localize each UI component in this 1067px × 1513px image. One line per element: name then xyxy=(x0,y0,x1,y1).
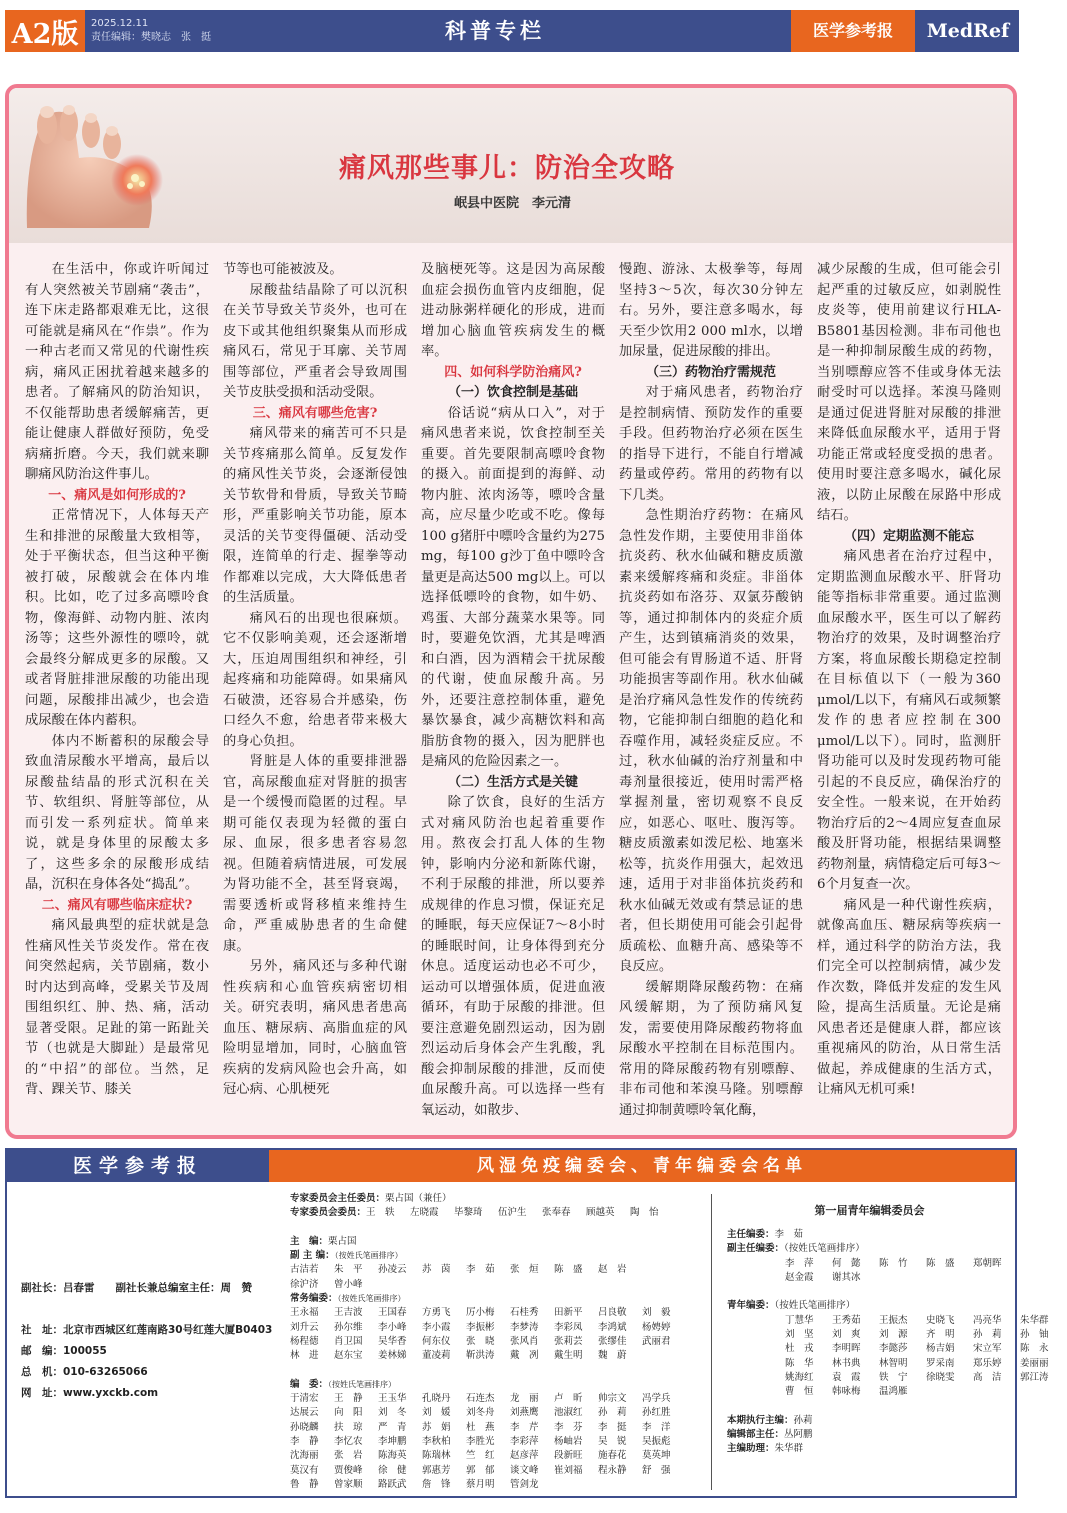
member-name: 戴生明 xyxy=(554,1350,583,1362)
committee-row xyxy=(727,1328,1049,1342)
member-name: 李秋柏 xyxy=(422,1436,451,1448)
member-name: 张缪佳 xyxy=(598,1335,627,1347)
member-name: 曹 恒 xyxy=(785,1386,814,1398)
committee-row xyxy=(290,1464,705,1478)
member-name: 杜 戎 xyxy=(785,1343,814,1355)
member-name: 张奉春 xyxy=(542,1207,571,1219)
committee-role-label: 专家委员会委员： xyxy=(290,1207,367,1219)
member-name: 向 阳 xyxy=(334,1407,363,1419)
paragraph: 减少尿酸的生成，但可能会引起严重的过敏反应，如剥脱性皮炎等，使用前建议行HLA-B5801基因检测。非布司他也是一种抑制尿酸生成的药物，当别嘌醇应答不佳或身体无法耐受时可以选择。苯溴马隆则是通过促进肾脏对尿酸的排泄来降低血尿酸水平，适用于肾功能正常或轻度受损的患者。使用时要注意多喝水，碱化尿液，以防止尿酸在尿路中形成结石。 xyxy=(817,262,1001,523)
member-name: 吴振彪 xyxy=(642,1436,671,1448)
member-name: 赵东宝 xyxy=(334,1350,363,1362)
committee-row xyxy=(727,1414,1012,1428)
member-name: 罗采南 xyxy=(926,1357,955,1369)
committee-row xyxy=(290,1206,705,1220)
publisher-info-line: 社 址：北京市西城区红莲南路30号红莲大厦B0403 xyxy=(21,1324,273,1336)
member-name: 林智明 xyxy=(879,1357,908,1369)
section-heading: 三、痛风有哪些危害? xyxy=(252,405,378,421)
subsection-heading: （三）药物治疗需规范 xyxy=(645,364,776,380)
page-header xyxy=(5,10,1019,52)
article-column-3 xyxy=(421,260,605,1125)
member-name: 郭惠芳 xyxy=(422,1464,451,1476)
member-name: 扶 琼 xyxy=(334,1421,363,1433)
member-name: 池淑红 xyxy=(554,1407,583,1419)
committee-row xyxy=(290,1235,705,1249)
section-heading: 二、痛风有哪些临床症状? xyxy=(41,897,193,913)
member-name: 何 懿 xyxy=(832,1257,861,1269)
member-name: 刘 毅 xyxy=(642,1307,671,1319)
member-name: 齐 明 xyxy=(926,1329,955,1341)
committee-row xyxy=(290,1406,705,1420)
member-name: 丛阿鹏 xyxy=(784,1429,813,1441)
member-name: 莫汉有 xyxy=(290,1464,319,1476)
sort-note: （按姓氏笔画排序） xyxy=(774,1300,856,1312)
member-name: 顾越英 xyxy=(586,1207,615,1219)
member-name: 朱 平 xyxy=(334,1264,363,1276)
publisher-info xyxy=(21,1278,272,1404)
paragraph: 在生活中，你或许听闻过有人突然被关节剧痛“袭击”，连下床走路都艰难无比，这很可能就是痛风在“作祟”。作为一种古老而又常见的代谢性疾病，痛风正困扰着越来越多的患者。了解痛风的防治知识，不仅能帮助患者缓解痛苦，更能让健康人群做好预防，免受病痛折磨。今天，我们就来聊聊痛风防治这件事儿。 xyxy=(25,262,209,482)
paper-name-en: MedRef xyxy=(926,20,1010,42)
member-name: 李梦涛 xyxy=(510,1321,539,1333)
member-name: 李小霞 xyxy=(422,1321,451,1333)
masthead xyxy=(5,1148,1049,1498)
member-name: 冯学兵 xyxy=(642,1393,671,1405)
member-name: 铁 宁 xyxy=(879,1371,908,1383)
foot-illustration xyxy=(17,98,167,238)
member-name: 崔刘福 xyxy=(554,1464,583,1476)
member-name: 莫英坤 xyxy=(642,1450,671,1462)
member-name: 王永福 xyxy=(290,1307,319,1319)
member-name: 姚海红 xyxy=(785,1371,814,1383)
member-name: 谢其冰 xyxy=(832,1271,861,1283)
member-name: 高 洁 xyxy=(973,1371,1002,1383)
member-name: 孙晓麟 xyxy=(290,1421,319,1433)
member-name: 李 芬 xyxy=(554,1421,583,1433)
member-name: 吴 锐 xyxy=(598,1436,627,1448)
member-name: 朱华群 xyxy=(1020,1314,1049,1326)
member-name: 蔡月明 xyxy=(466,1478,495,1490)
member-name: 卢 昕 xyxy=(554,1393,583,1405)
committee-row xyxy=(290,1449,705,1463)
member-name: 刘 媛 xyxy=(422,1407,451,1419)
committee-row xyxy=(727,1271,1012,1285)
member-name: 谈文峰 xyxy=(510,1464,539,1476)
committee-row xyxy=(727,1314,1049,1328)
member-name: 李小峰 xyxy=(378,1321,407,1333)
masthead-divider xyxy=(711,1194,712,1490)
committee-role-label: 青年编委： xyxy=(727,1300,775,1312)
member-name: 杨岫岩 xyxy=(554,1436,583,1448)
paragraph: 痛风石的出现也很麻烦。它不仅影响美观，还会逐渐增大，压迫周围组织和神经，引起疼痛和功能障碍。如果痛风石破溃，还容易合并感染，伤口经久不愈，给患者带来极大的身心负担。 xyxy=(223,610,407,749)
member-name: 苏 娟 xyxy=(422,1421,451,1433)
member-name: 李胜光 xyxy=(466,1436,495,1448)
committee-row xyxy=(727,1371,1049,1385)
member-name: 栗占国 xyxy=(328,1235,357,1247)
member-name: 沈海丽 xyxy=(290,1450,319,1462)
member-name: 李彩萍 xyxy=(510,1436,539,1448)
member-name: 陈海英 xyxy=(378,1450,407,1462)
member-name: 李 茹 xyxy=(774,1229,804,1240)
member-name: 林书典 xyxy=(832,1357,861,1369)
member-name: 赵 岩 xyxy=(598,1264,627,1276)
member-name: 张 烜 xyxy=(510,1264,539,1276)
article-column-2 xyxy=(223,260,407,1125)
member-name: 魏 蔚 xyxy=(598,1350,627,1362)
publisher-info-line: 总 机：010-63265066 xyxy=(21,1366,148,1378)
committee-row xyxy=(727,1285,1012,1299)
article-column-1 xyxy=(25,260,209,1125)
member-name: 陶 怡 xyxy=(630,1207,659,1219)
paragraph: 俗话说“病从口入”，对于痛风患者来说，饮食控制至关重要。首先要限制高嘌呤食物的摄入。前面提到的海鲜、动物内脏、浓肉汤等，嘌呤含量高，应尽量少吃或不吃。像每100 g猪肝中嘌呤含量约为275 mg，每100 g沙丁鱼中嘌呤含量更是高达500 mg以上。可以选择低嘌呤的食物，如牛奶、鸡蛋、大部分蔬菜水果等。同时，要避免饮酒，尤其是啤酒和白酒，因为酒精会干扰尿酸的代谢，使血尿酸升高。另外，还要注意控制体重，避免暴饮暴食，减少高糖饮料和高脂肪食物的摄入，因为肥胖也是痛风的危险因素之一。 xyxy=(421,405,605,769)
member-name: 贾俊峰 xyxy=(334,1464,363,1476)
member-name: 王 轶 xyxy=(366,1207,395,1219)
member-name: 靳洪涛 xyxy=(466,1350,495,1362)
committee-row xyxy=(290,1335,705,1349)
member-name: 张 岩 xyxy=(334,1450,363,1462)
member-name: 李 茹 xyxy=(466,1264,495,1276)
committee-row xyxy=(290,1478,705,1492)
section-heading: 一、痛风是如何形成的? xyxy=(48,487,186,503)
committee-row xyxy=(727,1357,1049,1371)
article-panel xyxy=(5,84,1017,1139)
committee-row xyxy=(290,1421,705,1435)
member-name: 曾家顺 xyxy=(334,1478,363,1490)
article-column-4 xyxy=(619,260,803,1125)
committee-row xyxy=(727,1442,1012,1456)
member-name: 李忆农 xyxy=(334,1436,363,1448)
member-name: 厉小梅 xyxy=(466,1307,495,1319)
committee-row xyxy=(727,1299,1012,1313)
member-name: 郭江涛 xyxy=(1020,1371,1049,1383)
member-name: 竺 红 xyxy=(466,1450,495,1462)
committee-row xyxy=(290,1349,705,1363)
article-author: 岷县中医院 李元清 xyxy=(454,196,572,211)
member-name: 张 晓 xyxy=(466,1335,495,1347)
committee-row xyxy=(290,1378,705,1392)
member-name: 石连杰 xyxy=(466,1393,495,1405)
member-name: 孙 莉 xyxy=(973,1329,1002,1341)
committee-row xyxy=(727,1342,1049,1356)
publisher-info-line: 副社长：吕春雷 副社长兼总编室主任：周 赞 xyxy=(21,1282,252,1294)
member-name: 温鸿雁 xyxy=(879,1386,908,1398)
paper-name: 医学参考报 xyxy=(791,10,915,52)
section-heading: 四、如何科学防治痛风? xyxy=(444,364,582,380)
member-name: 陈 盛 xyxy=(554,1264,583,1276)
issue-date: 2025.12.11 xyxy=(91,18,149,29)
paragraph: 痛风最典型的症状就是急性痛风性关节炎发作。常在夜间突然起病，关节剧痛，数小时内达到高峰，受累关节及周围组织红、肿、热、痛，活动显著受限。足趾的第一跖趾关节（也就是大脚趾）是最常见的“中招”的部位。当然，足背、踝关节、膝关 xyxy=(25,918,209,1097)
committee-role-label: 编 委： xyxy=(290,1378,329,1390)
member-name: 丁慧华 xyxy=(785,1314,814,1326)
committee-row xyxy=(727,1385,1012,1399)
member-name: 李 芹 xyxy=(510,1421,539,1433)
member-name: 袁 霞 xyxy=(832,1371,861,1383)
member-name: 方勇飞 xyxy=(422,1307,451,1319)
committee-list xyxy=(290,1192,705,1492)
committee-row xyxy=(290,1221,705,1235)
sort-note: （按姓氏笔画排序） xyxy=(334,1251,403,1261)
publisher-info-line xyxy=(21,1299,272,1320)
member-name: 林 进 xyxy=(290,1350,319,1362)
committee-row xyxy=(290,1278,705,1292)
member-name: 帅宗文 xyxy=(598,1393,627,1405)
member-name: 姜丽丽 xyxy=(1020,1357,1049,1369)
member-name: 田新平 xyxy=(554,1307,583,1319)
member-name: 孙 铀 xyxy=(1020,1329,1049,1341)
member-name: 刘燕鹰 xyxy=(510,1407,539,1419)
member-name: 郭 郁 xyxy=(466,1464,495,1476)
paragraph: 痛风带来的痛苦可不只是关节疼痛那么简单。反复发作的痛风性关节炎，会逐渐侵蚀关节软骨和骨质，导致关节畸形，严重影响关节功能，原本灵活的关节变得僵硬、活动受限，连简单的行走、握拳等动作都难以完成，大大降低患者的生活质量。 xyxy=(223,426,407,605)
member-name: 韩咏梅 xyxy=(832,1386,861,1398)
committee-role-label: 常务编委： xyxy=(290,1293,338,1305)
member-name: 孙莉 xyxy=(793,1414,813,1426)
member-name: 严 青 xyxy=(378,1421,407,1433)
member-name: 段新旺 xyxy=(554,1450,583,1462)
member-name: 徐晓雯 xyxy=(926,1371,955,1383)
committee-row xyxy=(290,1364,705,1378)
member-name: 冯亮华 xyxy=(973,1314,1002,1326)
member-name: 左晓霞 xyxy=(410,1207,439,1219)
paragraph: 正常情况下，人体每天产生和排泄的尿酸量大致相等，处于平衡状态，但当这种平衡被打破，尿酸就会在体内堆积。比如，吃了过多高嘌呤食物，像海鲜、动物内脏、浓肉汤等；这些外源性的嘌呤，就会最终分解成更多的尿酸。又或者肾脏排泄尿酸的功能出现问题，尿酸排出减少，也会造成尿酸在体内蓄积。 xyxy=(25,508,209,728)
member-name: 路跃武 xyxy=(378,1478,407,1490)
member-name: 毕黎琦 xyxy=(454,1207,483,1219)
member-name: 刘冬舟 xyxy=(466,1407,495,1419)
committee-row xyxy=(290,1435,705,1449)
member-name: 孔晓丹 xyxy=(422,1393,451,1405)
member-name: 孙红胜 xyxy=(642,1407,671,1419)
member-name: 张风肖 xyxy=(510,1335,539,1347)
publisher-info-line: 邮 编：100055 xyxy=(21,1345,107,1357)
member-name: 陈 竹 xyxy=(879,1257,908,1269)
member-name: 刘升云 xyxy=(290,1321,319,1333)
member-name: 石桂秀 xyxy=(510,1307,539,1319)
member-name: 李 洋 xyxy=(642,1421,671,1433)
paragraph: 尿酸盐结晶除了可以沉积在关节导致关节炎外，也可在皮下或其他组织聚集从而形成痛风石，常见于耳廓、关节周围等部位，严重者会导致周围关节皮肤受损和活动受限。 xyxy=(223,282,407,400)
committee-role-label: 编辑部主任： xyxy=(727,1429,785,1441)
member-name: 管剑龙 xyxy=(510,1478,539,1490)
member-name: 王秀茹 xyxy=(832,1314,861,1326)
committee-role-label: 副主任编委： xyxy=(727,1243,785,1255)
member-name: 孙凌云 xyxy=(378,1264,407,1276)
member-name: 古洁若 xyxy=(290,1264,319,1276)
member-name: 李 静 xyxy=(290,1436,319,1448)
subsection-heading: （四）定期监测不能忘 xyxy=(843,528,974,544)
member-name: 曾小峰 xyxy=(334,1278,363,1290)
member-name: 鲁 静 xyxy=(290,1478,319,1490)
member-name: 李鸿斌 xyxy=(598,1321,627,1333)
member-name: 陈 盛 xyxy=(926,1257,955,1269)
committee-row xyxy=(290,1392,705,1406)
member-name: 张莉芸 xyxy=(554,1335,583,1347)
member-name: 何东仪 xyxy=(422,1335,451,1347)
committee-role-label: 主任编委： xyxy=(727,1229,775,1240)
member-name: 戴 冽 xyxy=(510,1350,539,1362)
paragraph: 及脑梗死等。这是因为高尿酸血症会损伤血管内皮细胞，促进动脉粥样硬化的形成，进而增加心脑血管疾病发生的概率。 xyxy=(421,262,605,359)
committee-role-label: 主 编： xyxy=(290,1235,329,1247)
subsection-heading: （二）生活方式是关键 xyxy=(447,774,578,790)
member-name: 陈 华 xyxy=(785,1357,814,1369)
paragraph: 除了饮食，良好的生活方式对痛风防治也起着重要作用。熬夜会打乱人体的生物钟，影响内分泌和新陈代谢，不利于尿酸的排泄，所以要养成规律的作息习惯，保证充足的睡眠，每天应保证7～8小时的睡眠时间，让身体得到充分休息。适度运动也必不可少，运动可以增强体质，促进血液循环，有助于尿酸的排泄。但要注意避免剧烈运动，因为剧烈运动后身体会产生乳酸，乳酸会抑制尿酸的排泄，反而使血尿酸升高。可以选择一些有氧运动，如散步、 xyxy=(421,795,605,1118)
member-name: 孙尔维 xyxy=(334,1321,363,1333)
member-name: 王 静 xyxy=(334,1393,363,1405)
member-name: 王吉波 xyxy=(334,1307,363,1319)
member-name: 李 萍 xyxy=(785,1257,814,1269)
sort-note: （按姓氏笔画排序） xyxy=(337,1294,406,1304)
member-name: 郑乐婷 xyxy=(973,1357,1002,1369)
committee-row xyxy=(727,1428,1012,1442)
subsection-heading: （一）饮食控制是基础 xyxy=(447,385,578,400)
committee-row xyxy=(290,1249,705,1263)
member-name: 李明晖 xyxy=(832,1343,861,1355)
paragraph: 另外，痛风还与多种代谢性疾病和心血管疾病密切相关。研究表明，痛风患者患高血压、糖尿病、高脂血症的风险明显增加，同时，心脑血管疾病的发病风险也会升高，如冠心病、心肌梗死 xyxy=(223,959,407,1097)
youth-committee-list xyxy=(727,1228,1049,1457)
section-title: 科普专栏 xyxy=(445,18,545,43)
member-name: 李振彬 xyxy=(466,1321,495,1333)
member-name: 徐 健 xyxy=(378,1464,407,1476)
article-body xyxy=(25,260,1005,1130)
member-name: 姜林娣 xyxy=(378,1350,407,1362)
member-name: 刘 坚 xyxy=(785,1329,814,1341)
member-name: 刘 冬 xyxy=(378,1407,407,1419)
member-name: 肖卫国 xyxy=(334,1335,363,1347)
member-name: 伍沪生 xyxy=(498,1207,527,1219)
sort-note: （按姓氏笔画排序） xyxy=(784,1243,865,1255)
paragraph: 肾脏是人体的重要排泄器官，高尿酸血症对肾脏的损害是一个缓慢而隐匿的过程。早期可能仅表现为轻微的蛋白尿、血尿，很多患者容易忽视。但随着病情进展，可发展为肾功能不全，甚至肾衰竭，需要透析或肾移植来维持生命，严重威胁患者的生命健康。 xyxy=(223,754,407,954)
member-name: 程永静 xyxy=(598,1464,627,1476)
member-name: 龙 丽 xyxy=(510,1393,539,1405)
youth-committee-title: 第一届青年编辑委员会 xyxy=(814,1204,925,1217)
member-name: 郑朝晖 xyxy=(973,1257,1002,1269)
paragraph: 痛风患者在治疗过程中，定期监测血尿酸水平、肝肾功能等指标非常重要。通过监测血尿酸水平，医生可以了解药物治疗的效果，及时调整治疗方案，将血尿酸长期稳定控制在目标值以下（一般为360 μmol/L以下，有痛风石或频繁发作的患者应控制在300 μmol/L以下）。同时，监测肝肾功能可以及时发现药物可能引起的不良反应，确保治疗的安全性。一般来说，在开始药物治疗后的2～4周应复查血尿酸及肝肾功能，根据结果调整药物剂量，病情稳定后可每3～6个月复查一次。 xyxy=(817,549,1001,892)
member-name: 李坤鹏 xyxy=(378,1436,407,1448)
paragraph: 体内不断蓄积的尿酸会导致血清尿酸水平增高，最后以尿酸盐结晶的形式沉积在关节、软组织、肾脏等部位，从而引发一系列症状。简单来说，就是身体里的尿酸太多了，这些多余的尿酸形成结晶，沉积在身体各处“捣乱”。 xyxy=(25,733,209,892)
member-name: 宋立军 xyxy=(973,1343,1002,1355)
member-name: 于清宏 xyxy=(290,1393,319,1405)
member-name: 李 挺 xyxy=(598,1421,627,1433)
member-name: 苏 茵 xyxy=(422,1264,451,1276)
issue-meta xyxy=(91,17,211,45)
committee-row xyxy=(727,1400,1012,1414)
member-name: 王振杰 xyxy=(879,1314,908,1326)
committee-role-label: 主编助理： xyxy=(727,1443,775,1455)
committee-row xyxy=(290,1292,705,1306)
member-name: 王玉华 xyxy=(378,1393,407,1405)
member-name: 陈 永 xyxy=(1020,1343,1049,1355)
member-name: 李懿莎 xyxy=(879,1343,908,1355)
member-name: 武丽君 xyxy=(642,1335,671,1347)
member-name: 赵彦萍 xyxy=(510,1450,539,1462)
member-name: 赵金霞 xyxy=(785,1271,814,1283)
member-name: 孙 莉 xyxy=(598,1407,627,1419)
member-name: 徐沪济 xyxy=(290,1278,319,1290)
committee-row xyxy=(290,1306,705,1320)
committee-row xyxy=(290,1192,705,1206)
article-title: 痛风那些事儿：防治全攻略 xyxy=(339,153,675,184)
committee-row xyxy=(290,1263,705,1277)
committee-banner: 风湿免疫编委会、青年编委会名单 xyxy=(269,1150,1015,1182)
member-name: 李彩凤 xyxy=(554,1321,583,1333)
committee-role-label: 专家委员会主任委员： xyxy=(290,1193,386,1204)
paragraph: 急性期治疗药物：在痛风急性发作期，主要使用非甾体抗炎药、秋水仙碱和糖皮质激素来缓解疼痛和炎症。非甾体抗炎药如布洛芬、双氯芬酸钠等，通过抑制体内的炎症介质产生，达到镇痛消炎的效果，但可能会有胃肠道不适、肝肾功能损害等副作用。秋水仙碱是治疗痛风急性发作的传统药物，它能抑制白细胞的趋化和吞噬作用，减轻炎症反应。不过，秋水仙碱的治疗剂量和中毒剂量很接近，使用时需严格掌握剂量，密切观察不良反应，如恶心、呕吐、腹泻等。糖皮质激素如泼尼松、地塞米松等，抗炎作用强大，起效迅速，适用于对非甾体抗炎药和秋水仙碱无效或有禁忌证的患者，但长期使用可能会引起骨质疏松、血糖升高、感染等不良反应。 xyxy=(619,508,803,974)
member-name: 刘 源 xyxy=(879,1329,908,1341)
member-name: 栗占国（兼任） xyxy=(385,1193,452,1204)
member-name: 刘 爽 xyxy=(832,1329,861,1341)
paragraph: 痛风是一种代谢性疾病，就像高血压、糖尿病等疾病一样，通过科学的防治方法，我们完全可以控制病情，减少发作次数，降低并发症的发生风险，提高生活质量。无论是痛风患者还是健康人群，都应该重视痛风的防治，从日常生活做起，养成健康的生活方式，让痛风无机可乘! xyxy=(817,897,1001,1097)
sort-note: （按姓氏笔画排序） xyxy=(328,1379,397,1389)
member-name: 吕良敬 xyxy=(598,1307,627,1319)
masthead-paper-name: 医学参考报 xyxy=(7,1150,269,1182)
member-name: 舒 强 xyxy=(642,1464,671,1476)
member-name: 王国春 xyxy=(378,1307,407,1319)
member-name: 施春花 xyxy=(598,1450,627,1462)
member-name: 杨娉婷 xyxy=(642,1321,671,1333)
committee-row xyxy=(290,1321,705,1335)
member-name: 朱华群 xyxy=(774,1443,804,1455)
article-banner xyxy=(9,88,1013,243)
paragraph: 慢跑、游泳、太极拳等，每周坚持3～5次，每次30分钟左右。另外，要注意多喝水，每天至少饮用2 000 ml水，以增加尿量，促进尿酸的排出。 xyxy=(619,262,803,359)
member-name: 陈瑞林 xyxy=(422,1450,451,1462)
member-name: 杜 燕 xyxy=(466,1421,495,1433)
member-name: 史晓飞 xyxy=(926,1314,955,1326)
member-name: 詹 锋 xyxy=(422,1478,451,1490)
committee-row xyxy=(727,1228,1012,1242)
committee-role-label: 本期执行主编： xyxy=(727,1414,794,1426)
committee-role-label: 副 主 编： xyxy=(290,1250,335,1262)
page-version: A2版 xyxy=(5,10,85,52)
committee-row xyxy=(727,1257,1012,1271)
article-column-5 xyxy=(817,260,1001,1125)
member-name: 吴华香 xyxy=(378,1335,407,1347)
member-name: 杨程德 xyxy=(290,1335,319,1347)
paragraph: 对于痛风患者，药物治疗是控制病情、预防发作的重要手段。但药物治疗必须在医生的指导下进行，不能自行增减药量或停药。常用的药物有以下几类。 xyxy=(619,385,803,503)
committee-row xyxy=(727,1242,1012,1256)
member-name: 达展云 xyxy=(290,1407,319,1419)
publisher-info-line: 网 址：www.yxckb.com xyxy=(21,1387,159,1399)
paragraph: 缓解期降尿酸药物：在痛风缓解期，为了预防痛风复发，需要使用降尿酸药物将血尿酸水平控制在目标范围内。常用的降尿酸药物有别嘌醇、非布司他和苯溴马隆。别嘌醇通过抑制黄嘌呤氧化酶， xyxy=(619,979,803,1118)
member-name: 杨吉娟 xyxy=(926,1343,955,1355)
member-name: 董凌莉 xyxy=(422,1350,451,1362)
responsible-editors: 责任编辑：樊晓志 张 挺 xyxy=(91,32,211,43)
paragraph: 节等也可能被波及。 xyxy=(223,262,343,277)
